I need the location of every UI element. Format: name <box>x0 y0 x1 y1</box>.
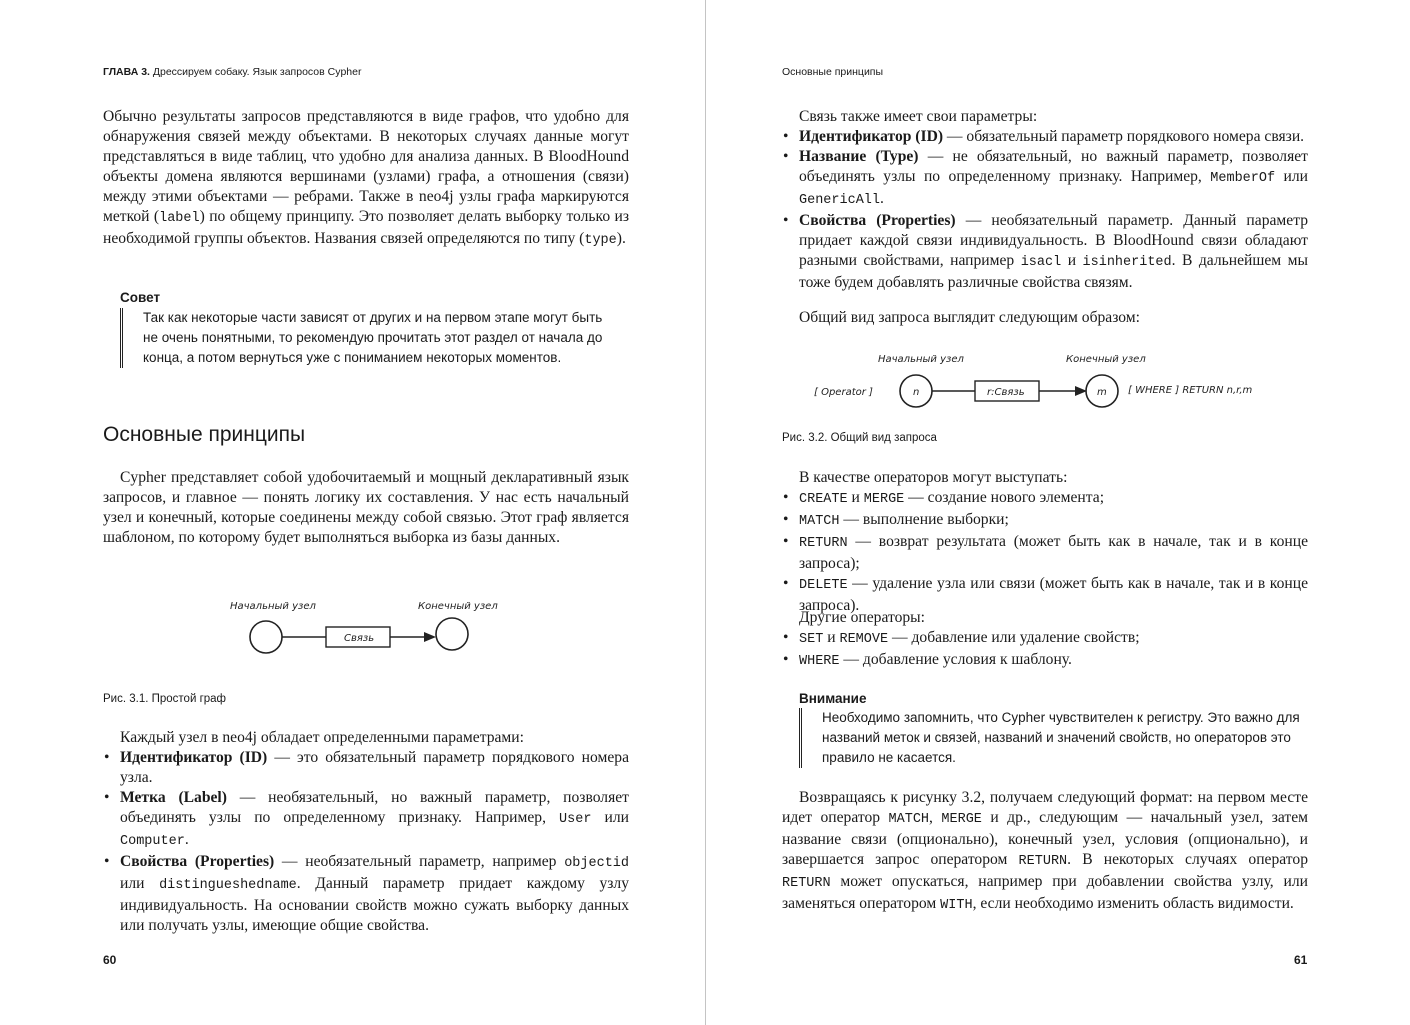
list-item <box>782 510 1308 532</box>
code-span: WHERE <box>799 654 840 669</box>
arrow-head-icon <box>1075 386 1087 396</box>
paragraph <box>782 788 1308 916</box>
text-segment: — необязательный параметр, например <box>274 853 565 870</box>
chapter-title: Дрессируем собаку. Язык запросов Cypher <box>152 66 362 78</box>
code-span: distingueshedname <box>159 878 297 893</box>
edge-label: r:Связь <box>987 387 1025 398</box>
text-segment: — необязательный, но важный параметр, позволяет объединять узлы по определенному признаку. Например, <box>120 789 629 826</box>
text-segment: — необязательный параметр. Данный параметр придает каждой связи индивидуальность. В BloodHound связи обладают разными свойствами, например <box>799 212 1308 269</box>
text-segment: Обычно результаты запросов представляются в виде графов, что удобно для обнаружения связей между объектами. В некоторых случаях данные могут представляться в виде таблиц, что удобно для анализа данных. В BloodHound объекты домена являются вершинами (узлами) графа, а отношения (связи) между этими объектами — ребрами. Также в neo4j узлы графа маркируются меткой ( <box>103 108 629 225</box>
text-segment: . Данный параметр придает каждому узлу индивидуальность. На основании свойств можно сужать выборку данных или получать узлы, имеющие общие свойства. <box>120 875 629 934</box>
bold-term: Название (Type) <box>799 148 919 165</box>
text-segment: . <box>880 190 884 207</box>
page-number: 60 <box>103 953 117 967</box>
bullet-list <box>782 628 1308 672</box>
paragraph <box>782 107 1308 127</box>
paragraph <box>782 608 1308 628</box>
text-segment: и др., следующим — начальный узел, затем название связи (опционально), конечный узел, условия (опционально), и завершается запрос оператором <box>782 809 1309 868</box>
text-segment: — не обязательный, но важный параметр, позволяет объединять узлы по определенному признаку. Например, <box>799 148 1308 185</box>
text-segment: — добавление условия к шаблону. <box>839 651 1072 668</box>
code-span: SET <box>799 632 824 647</box>
code-span: CREATE <box>799 492 848 507</box>
text-segment: или <box>591 809 629 826</box>
start-node-name: n <box>913 387 920 398</box>
running-header <box>103 66 361 78</box>
code-span: MATCH <box>888 812 930 827</box>
paragraph <box>103 468 629 548</box>
code-span: isinherited <box>1082 255 1172 270</box>
text-segment: — обязательный параметр порядкового номера связи. <box>943 128 1305 145</box>
code-span: label <box>159 211 200 226</box>
running-header: Основные принципы <box>782 66 884 78</box>
text-segment: , <box>929 809 942 826</box>
code-span: RETURN <box>1018 854 1068 869</box>
text-segment: Cypher представляет собой удобочитаемый и мощный декларативный язык запросов, и главное — понять логику их составления. У нас есть начальный узел и конечный, которые соединены между собой связью. Этот граф является шаблоном, по которому будет выполняться выборка из базы данных. <box>103 469 629 546</box>
code-span: REMOVE <box>839 632 889 647</box>
text-segment: Связь также имеет свои параметры: <box>799 108 1038 125</box>
tip-text: Так как некоторые части зависят от других и на первом этапе могут быть не очень понятными, то рекомендую прочитать этот раздел от начала до конца, а потом вернуться уже с пониманием некоторых моментов. <box>143 310 603 365</box>
text-segment: . В некоторых случаях оператор <box>1067 851 1308 868</box>
code-span: objectid <box>564 856 629 871</box>
list-item <box>103 852 629 936</box>
text-segment: — добавление или удаление свойств; <box>888 629 1140 646</box>
bold-term: Идентификатор (ID) <box>799 128 944 145</box>
arrow-head-icon <box>424 632 436 642</box>
edge-label: Связь <box>344 633 375 644</box>
code-span: DELETE <box>799 578 848 593</box>
text-segment: и <box>823 629 840 646</box>
end-node-label: Конечный узел <box>418 601 498 612</box>
tip-title: Совет <box>120 290 161 305</box>
figure-caption: Рис. 3.1. Простой граф <box>103 693 227 705</box>
bullet-list <box>103 748 629 936</box>
chapter-number: ГЛАВА 3. <box>103 66 150 78</box>
code-span: RETURN <box>799 536 848 551</box>
paragraph <box>782 468 1308 488</box>
list-item <box>782 211 1308 293</box>
paragraph <box>103 728 629 748</box>
bold-term: Свойства (Properties) <box>799 212 956 229</box>
text-segment: и <box>847 489 864 506</box>
bold-term: Идентификатор (ID) <box>120 749 268 766</box>
list-item <box>782 147 1308 211</box>
text-segment: . В дальнейшем мы тоже будем добавлять различные свойства связям. <box>799 252 1308 291</box>
text-segment: или <box>1275 168 1308 185</box>
text-segment: ). <box>616 230 626 247</box>
warning-title: Внимание <box>799 691 867 706</box>
tip-box <box>120 308 621 368</box>
text-segment: — возврат результата (может быть как в начале, так и в конце запроса); <box>799 533 1308 572</box>
section-heading: Основные принципы <box>103 423 306 446</box>
code-span: WITH <box>940 898 973 913</box>
end-node-label: Конечный узел <box>1066 354 1146 365</box>
text-segment: , если необходимо изменить область видимости. <box>972 895 1294 912</box>
list-item <box>782 127 1308 147</box>
warning-text: Необходимо запомнить, что Cypher чувствителен к регистру. Это важно для названий меток и связей, названий и значений свойств, но операторов это правило не касается. <box>822 710 1300 765</box>
list-item <box>782 628 1308 650</box>
text-segment: Другие операторы: <box>799 609 925 626</box>
bold-term: Свойства (Properties) <box>120 853 275 870</box>
text-segment: или <box>120 875 160 892</box>
end-node <box>436 618 468 650</box>
figure-query-structure <box>810 345 1310 415</box>
bold-term: Метка (Label) <box>120 789 227 806</box>
figure-caption: Рис. 3.2. Общий вид запроса <box>782 432 937 444</box>
paragraph <box>782 308 1308 328</box>
text-segment: Каждый узел в neo4j обладает определенными параметрами: <box>120 729 524 746</box>
text-segment: и <box>1061 252 1083 269</box>
code-span: MemberOf <box>1210 171 1276 186</box>
text-segment: . <box>184 831 189 848</box>
code-span: User <box>559 812 592 827</box>
list-item <box>782 488 1308 510</box>
code-span: MERGE <box>863 492 905 507</box>
code-span: isacl <box>1020 255 1062 270</box>
page-number: 61 <box>1294 953 1308 967</box>
end-node-name: m <box>1097 387 1107 398</box>
bullet-list <box>782 488 1308 616</box>
start-node-label: Начальный узел <box>230 601 316 612</box>
operator-label: [ Operator ] <box>814 387 873 398</box>
code-span: MATCH <box>799 514 840 529</box>
list-item <box>782 532 1308 574</box>
bullet-list <box>782 127 1308 293</box>
warning-box <box>799 708 1312 768</box>
text-segment: — создание нового элемента; <box>904 489 1105 506</box>
text-segment: Общий вид запроса выглядит следующим образом: <box>799 309 1140 326</box>
text-segment: может опускаться, например при добавлении свойства узлу, или заменяться оператором <box>782 873 1308 912</box>
text-segment: Возвращаясь к рисунку 3.2, получаем следующий формат: на первом месте идет оператор <box>782 789 1308 826</box>
code-span: type <box>584 233 617 248</box>
text-segment: В качестве операторов могут выступать: <box>799 469 1068 486</box>
text-segment: ) по общему принципу. Это позволяет делать выборку только из необходимой группы объектов. Названия связей определяются по типу ( <box>103 208 629 247</box>
paragraph <box>103 107 629 251</box>
code-span: RETURN <box>782 876 831 891</box>
start-node <box>250 621 282 653</box>
right-page <box>706 0 1410 1025</box>
list-item <box>782 650 1308 672</box>
figure-simple-graph <box>220 592 510 662</box>
list-item <box>103 788 629 852</box>
code-span: Computer <box>120 834 185 849</box>
code-span: MERGE <box>941 812 982 827</box>
code-span: GenericAll <box>799 193 881 208</box>
text-segment: — это обязательный параметр порядкового номера узла. <box>120 749 629 786</box>
start-node-label: Начальный узел <box>878 354 964 365</box>
query-tail: [ WHERE ] RETURN n,r,m <box>1128 385 1253 396</box>
text-segment: — удаление узла или связи (может быть как в начале, так и в конце запроса). <box>799 575 1308 614</box>
text-segment: — выполнение выборки; <box>839 511 1009 528</box>
list-item <box>103 748 629 788</box>
